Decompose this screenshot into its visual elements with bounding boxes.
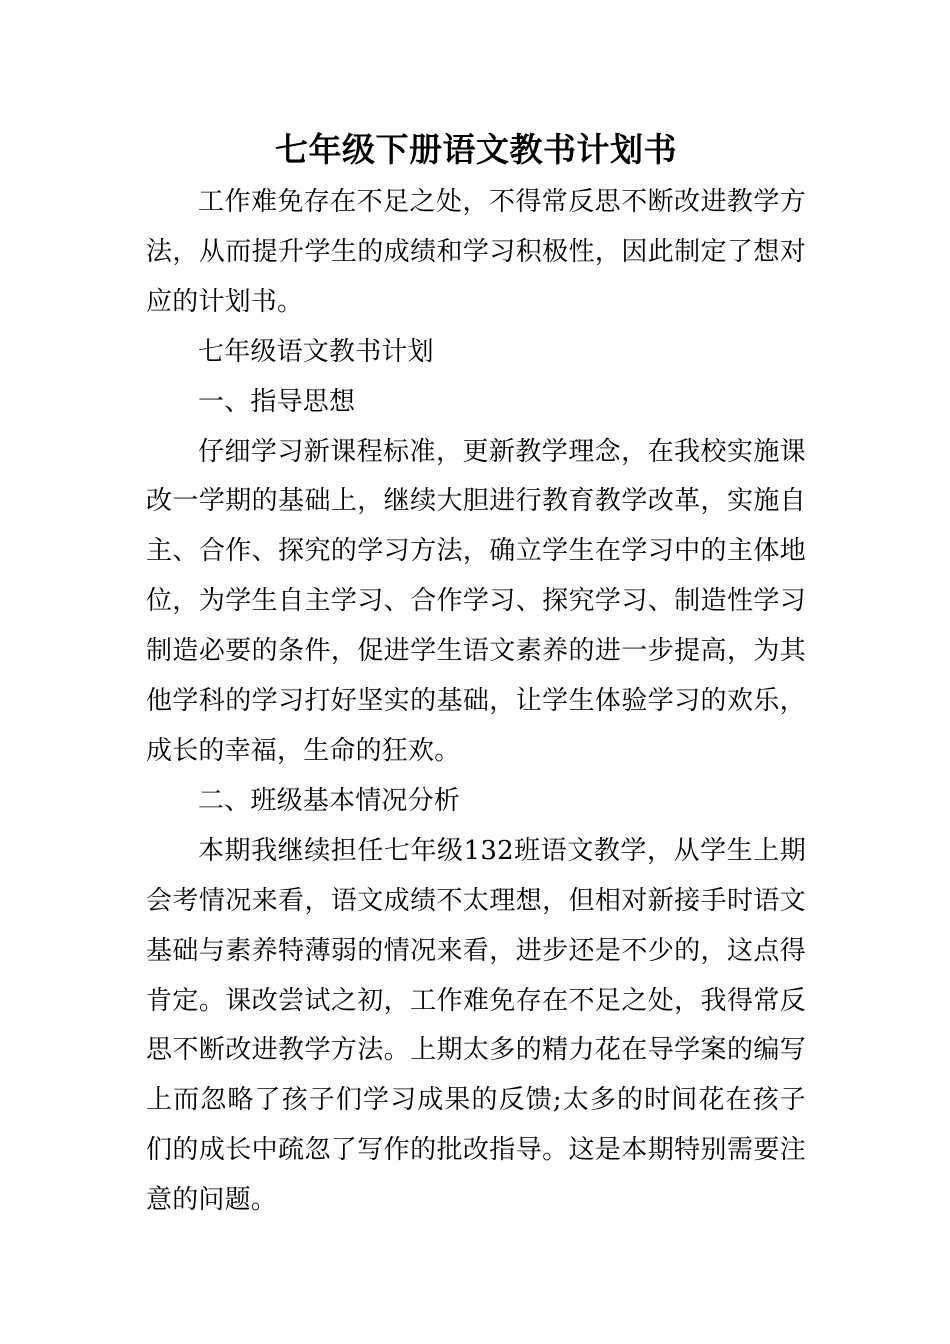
guiding-thought-paragraph: 仔细学习新课程标准，更新教学理念，在我校实施课改一学期的基础上，继续大胆进行教育教学改革，实施自主、合作、探究的学习方法，确立学生在学习中的主体地位，为学生自主学习、合作学习、探究学习、制造性学习制造必要的条件，促进学生语文素养的进一步提高，为其他学科的学习打好坚实的基础，让学生体验学习的欢乐，成长的幸福，生命的狂欢。	[146, 436, 806, 766]
document-page	[146, 122, 806, 1226]
section-heading-guiding-thought: 一、指导思想	[198, 386, 356, 417]
document-title: 七年级下册语文教书计划书	[275, 130, 677, 169]
section-heading-class-analysis: 二、班级基本情况分析	[198, 785, 461, 816]
plan-heading: 七年级语文教书计划	[198, 336, 434, 367]
intro-paragraph: 工作难免存在不足之处，不得常反思不断改进教学方法，从而提升学生的成绩和学习积极性，因此制定了想对应的计划书。	[146, 187, 806, 317]
class-analysis-paragraph: 本期我继续担任七年级132班语文教学，从学生上期会考情况来看，语文成绩不太理想，但相对新接手时语文基础与素养特薄弱的情况来看，进步还是不少的，这点得肯定。课改尝试之初，工作难免存在不足之处，我得常反思不断改进教学方法。上期太多的精力花在导学案的编写上而忽略了孩子们学习成果的反馈;太多的时间花在孩子们的成长中疏忽了写作的批改指导。这是本期特别需要注意的问题。	[146, 835, 806, 1216]
